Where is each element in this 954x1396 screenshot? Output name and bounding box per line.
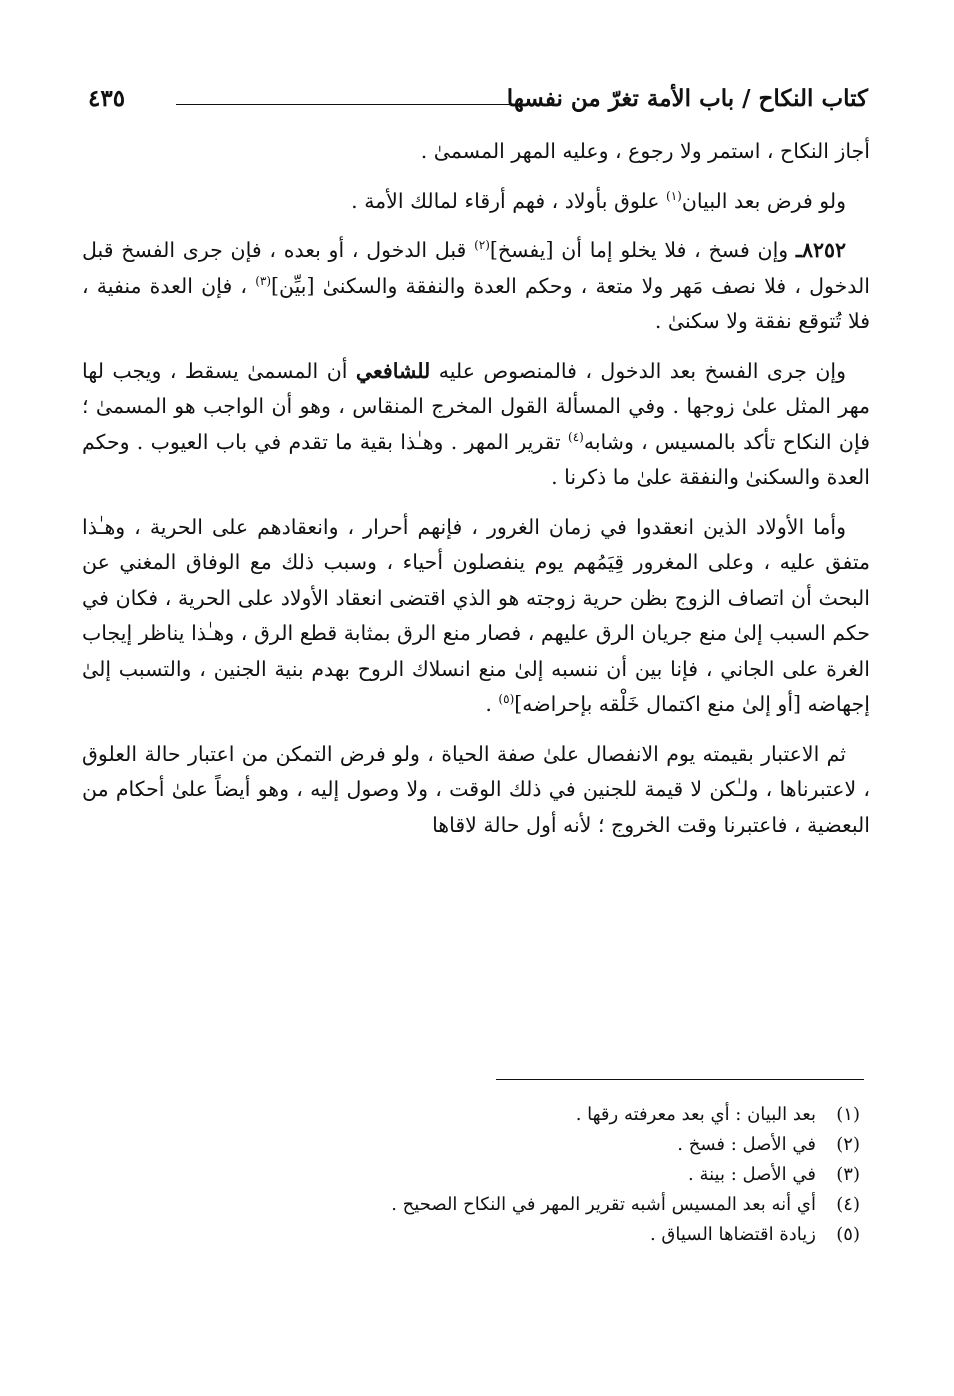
paragraph-4 — [82, 354, 870, 496]
footnote-5 — [300, 1220, 860, 1250]
header-rule — [176, 104, 528, 105]
footnote-ref-1: (١) — [666, 188, 682, 203]
footnote-ref-3: (٣) — [255, 273, 272, 288]
footnote-1 — [300, 1100, 860, 1130]
paragraph-5 — [82, 510, 870, 723]
footnote-number: (٢) — [836, 1134, 860, 1155]
footnote-rule — [496, 1079, 864, 1080]
chapter-title: كتاب النكاح / باب الأمة تغرّ من نفسها — [506, 85, 868, 112]
footnote-ref-5: (٥) — [498, 692, 515, 707]
text-segment: وإن فسخ ، فلا يخلو إما أن [يفسخ] — [489, 238, 796, 262]
footnote-number: (٥) — [836, 1224, 860, 1245]
section-number: ٨٢٥٢ـ — [795, 238, 846, 262]
paragraph-6: ثم الاعتبار بقيمته يوم الانفصال علىٰ صفة الحياة ، ولو فرض التمكن من اعتبار حالة العلوق ، لاعتبرناها ، ولـٰكن لا قيمة للجنين في ذلك الوقت ، ولا وصول إليه ، وهو أيضاً علىٰ أحكام من البعضية ، فاعتبرنا وقت الخروج ؛ لأنه أول حالة لاقاها — [82, 741, 870, 837]
footnote-number: (٤) — [836, 1194, 860, 1215]
paragraph-1: أجاز النكاح ، استمر ولا رجوع ، وعليه المهر المسمىٰ . — [420, 139, 870, 163]
text-segment: تقرير المهر . وهـٰذا بقية ما تقدم في باب العيوب . وحكم العدة والسكنىٰ والنفقة علىٰ ما ذكرنا . — [82, 429, 870, 489]
text-segment: ، فإن العدة منفية ، فلا تُتوقع نفقة ولا سكنىٰ . — [82, 273, 870, 333]
running-header — [88, 84, 868, 120]
bold-name: للشافعي — [355, 358, 431, 383]
footnote-text: زيادة اقتضاها السياق . — [649, 1224, 816, 1245]
footnotes — [300, 1100, 860, 1250]
footnote-ref-4: (٤) — [568, 429, 584, 444]
footnote-text: بعد البيان : أي بعد معرفته رقها . — [575, 1104, 816, 1125]
paragraph-2 — [82, 184, 870, 220]
footnote-text: في الأصل : بينة . — [688, 1164, 816, 1185]
main-text — [82, 134, 870, 857]
text-segment: وإن جرى الفسخ بعد الدخول ، فالمنصوص عليه — [430, 358, 847, 383]
footnote-text: أي أنه بعد المسيس أشبه تقرير المهر في النكاح الصحيح . — [391, 1194, 816, 1215]
footnote-text: في الأصل : فسخ . — [677, 1134, 816, 1155]
footnote-4 — [300, 1190, 860, 1220]
text-segment: علوق بأولاد ، فهم أرقاء لمالك الأمة . — [351, 188, 667, 213]
footnote-2 — [300, 1130, 860, 1160]
footnote-3 — [300, 1160, 860, 1190]
text-segment: قبل الدخول ، أو بعده ، فإن جرى الفسخ قبل الدخول ، فلا نصف مَهر ولا متعة ، وحكم العدة والنفقة والسكنىٰ [بيِّن] — [82, 238, 870, 298]
footnote-ref-2: (٢) — [474, 238, 490, 253]
footnote-number: (١) — [836, 1104, 860, 1125]
text-segment: أن المسمىٰ يسقط ، ويجب لها مهر المثل علىٰ زوجها . وفي المسألة القول المخرج المنقاس ، وهو أن الواجب هو المسمىٰ ؛ فإن النكاح تأكد بالمسيس ، وشابه — [82, 358, 870, 454]
text-segment: وأما الأولاد الذين انعقدوا في زمان الغرور ، فإنهم أحرار ، وانعقادهم على الحرية ، وهـٰذا متفق عليه ، وعلى المغرور قِيَمُهم يوم ينفصلون أحياء ، وسبب ذلك مع الوفاق المغني عن البحث أن اتصاف الزوج بظن حرية زوجته هو الذي اقتضى انعقاد الأولاد على الحرية ، فكان في حكم السبب إلىٰ منع جريان الرق عليهم ، فصار منع الرق بمثابة قطع الرق ، وهـٰذا يناظر إيجاب الغرة على الجاني ، فإنا بين أن ننسبه إلىٰ منع انسلاك الروح بهدم بنية الجنين ، والتسبب إلىٰ إجهاضه [أو إلىٰ منع اكتمال خَلْقه بإحراضه] — [82, 514, 870, 716]
footnote-number: (٣) — [836, 1164, 860, 1185]
text-segment: ولو فرض بعد البيان — [681, 188, 846, 213]
page-number: ٤٣٥ — [88, 85, 126, 112]
paragraph-8252 — [82, 233, 870, 340]
text-segment: . — [485, 692, 499, 716]
